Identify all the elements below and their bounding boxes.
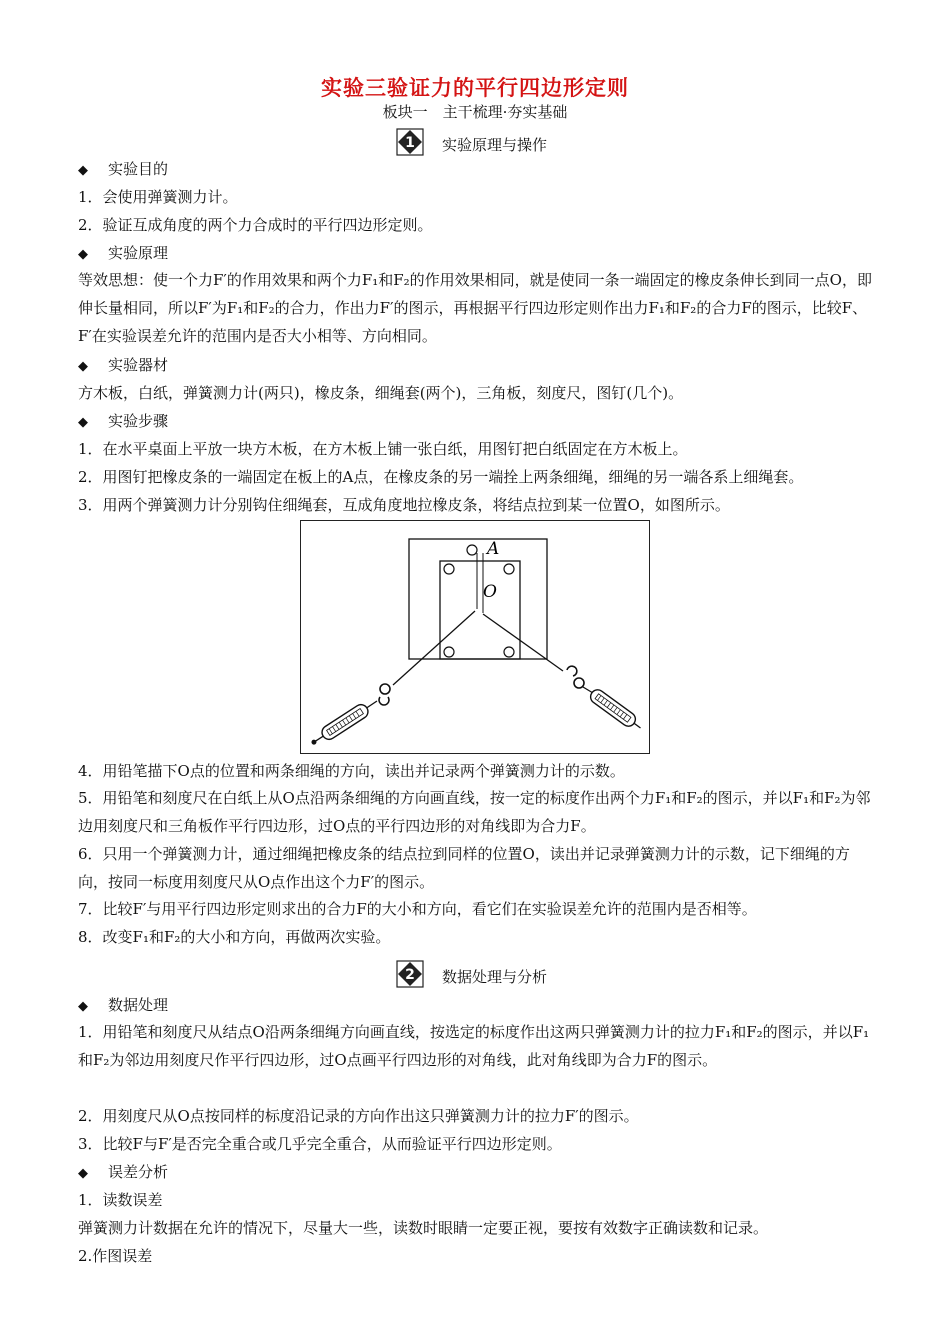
page-subtitle: 板块一 主干梳理·夯实基础 xyxy=(382,103,568,121)
pin xyxy=(504,647,514,657)
pin xyxy=(504,564,514,574)
bullet-diamond-icon: ◆ xyxy=(78,247,88,262)
spring-scale-right xyxy=(567,666,645,734)
principle-text: 等效思想：使一个力F′的作用效果和两个力F₁和F₂的作用效果相同，就是使同一条一端固定的橡皮条伸长到同一点O，即伸长量相同，所以F′为F₁和F₂的合力，作出力F′的图示，再根据平行四边形定则作出力F₁和F₂的合力F的图示，比较F、F′在实验误差允许的范围内是否大小相等、方向相同。 xyxy=(78,271,872,345)
bullet-diamond-icon: ◆ xyxy=(78,1166,88,1181)
step-item: 1．在水平桌面上平放一块方木板，在方木板上铺一张白纸，用图钉把白纸固定在方木板上。 xyxy=(78,440,688,458)
data-processing-item: 2．用刻度尺从O点按同样的标度沿记录的方向作出这只弹簧测力计的拉力F′的图示。 xyxy=(78,1107,639,1125)
experiment-figure xyxy=(300,520,650,754)
section-number: 1 xyxy=(405,135,415,151)
step-item: 5．用铅笔和刻度尺在白纸上从O点沿两条细绳的方向画直线，按一定的标度作出两个力F₁和F₂的图示，并以F₁和F₂为邻边用刻度尺和三角板作平行四边形，过O点的平行四边形的对角线即为合力F。 xyxy=(78,789,871,835)
board-outline xyxy=(409,539,547,659)
error-analysis-item: 弹簧测力计数据在允许的情况下，尽量大一些，读数时眼睛一定要正视，要按有效数字正确读数和记录。 xyxy=(78,1219,769,1237)
step-item: 3．用两个弹簧测力计分别钩住细绳套，互成角度地拉橡皮条，将结点拉到某一位置O，如图所示。 xyxy=(78,496,730,514)
section-number-badge-icon xyxy=(396,960,424,988)
string-left xyxy=(393,611,475,685)
bullet-diamond-icon: ◆ xyxy=(78,359,88,374)
section-header-1 xyxy=(0,128,950,160)
purpose-heading: ◆ 实验目的 xyxy=(78,159,168,181)
purpose-item: 2．验证互成角度的两个力合成时的平行四边形定则。 xyxy=(78,216,433,234)
step-item: 6．只用一个弹簧测力计，通过细绳把橡皮条的结点拉到同样的位置O，读出并记录弹簧测力计的示数，记下细绳的方向，按同一标度用刻度尺从O点作出这个力F′的图示。 xyxy=(78,845,850,891)
section-label: 实验原理与操作 xyxy=(442,136,548,154)
bullet-diamond-icon: ◆ xyxy=(78,999,88,1014)
pin-a xyxy=(467,545,477,555)
step-item: 4．用铅笔描下O点的位置和两条细绳的方向，读出并记录两个弹簧测力计的示数。 xyxy=(78,762,625,780)
section-number-badge-icon xyxy=(396,128,424,156)
bullet-diamond-icon: ◆ xyxy=(78,415,88,430)
error-analysis-item: 2.作图误差 xyxy=(78,1247,153,1265)
section-number: 2 xyxy=(405,967,415,983)
step-item: 8．改变F₁和F₂的大小和方向，再做两次实验。 xyxy=(78,928,391,946)
pin xyxy=(444,647,454,657)
error-analysis-heading: ◆ 误差分析 xyxy=(78,1162,168,1184)
experiment-diagram xyxy=(301,521,649,753)
data-processing-item: 3．比较F与F′是否完全重合或几乎完全重合，从而验证平行四边形定则。 xyxy=(78,1135,562,1153)
data-processing-heading: ◆ 数据处理 xyxy=(78,995,168,1017)
string-right xyxy=(483,614,563,671)
step-item: 2．用图钉把橡皮条的一端固定在板上的A点，在橡皮条的另一端拴上两条细绳，细绳的另一端各系上细绳套。 xyxy=(78,468,804,486)
pin xyxy=(444,564,454,574)
spring-scale-left xyxy=(308,684,390,749)
point-o-label: O xyxy=(483,582,497,602)
point-a-label: A xyxy=(487,539,500,559)
section-header-2 xyxy=(0,960,950,992)
steps-heading: ◆ 实验步骤 xyxy=(78,411,168,433)
paper-outline xyxy=(440,561,520,659)
equipment-heading: ◆ 实验器材 xyxy=(78,355,168,377)
page-title: 实验三验证力的平行四边形定则 xyxy=(321,76,629,100)
equipment-text: 方木板，白纸，弹簧测力计(两只)，橡皮条，细绳套(两个)，三角板，刻度尺，图钉(几个)。 xyxy=(78,384,684,402)
principle-heading: ◆ 实验原理 xyxy=(78,243,168,265)
data-processing-item: 1．用铅笔和刻度尺从结点O沿两条细绳方向画直线，按选定的标度作出这两只弹簧测力计的拉力F₁和F₂的图示，并以F₁和F₂为邻边用刻度尺作平行四边形，过O点画平行四边形的对角线，此对角线即为合力F的图示。 xyxy=(78,1023,870,1069)
section-label: 数据处理与分析 xyxy=(442,968,548,986)
step-item: 7．比较F′与用平行四边形定则求出的合力F的大小和方向，看它们在实验误差允许的范围内是否相等。 xyxy=(78,900,757,918)
error-analysis-item: 1．读数误差 xyxy=(78,1191,163,1209)
purpose-item: 1．会使用弹簧测力计。 xyxy=(78,188,238,206)
bullet-diamond-icon: ◆ xyxy=(78,163,88,178)
